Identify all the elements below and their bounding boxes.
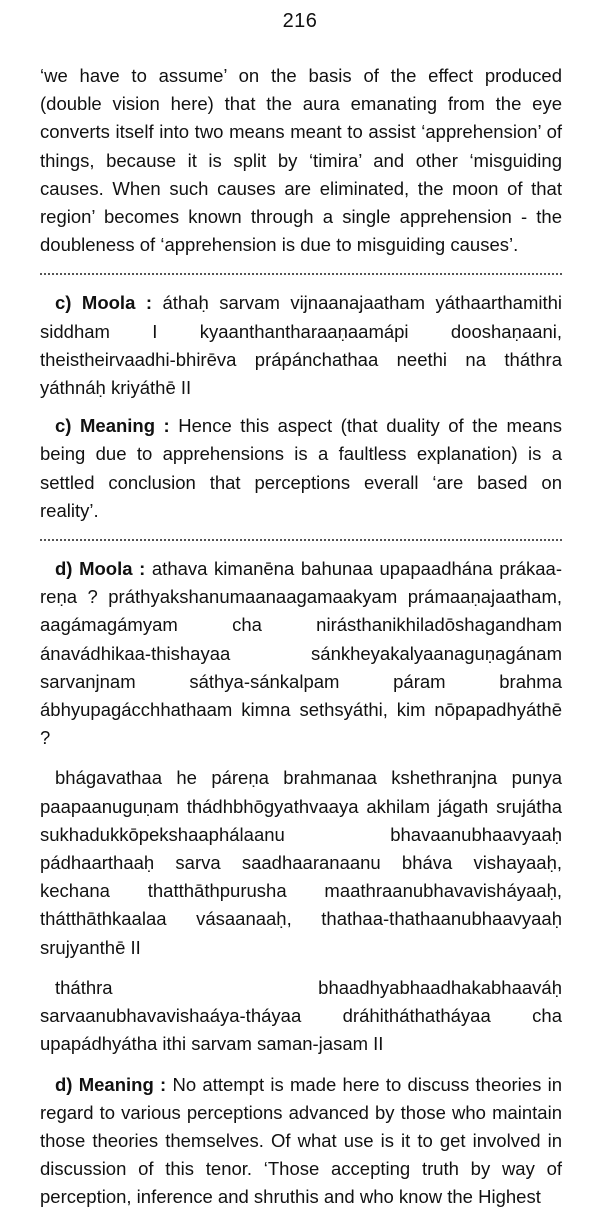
c-moola-label: c) Moola :	[55, 292, 152, 314]
spacer	[40, 402, 562, 412]
c-moola-text: áthaḥ sarvam vijnaanajaatham yáthaarthamithi siddham I kyaanthantharaaṇaamápi dooshaṇaani, theistheirvaadhi-bhirēva prápánchathaa neethi na tháthra yáthnáḥ kriyáthē II	[40, 292, 562, 399]
d-paragraph-2: bhágavathaa he páreṇa brahmanaa kshethranjna punya paapaanuguṇam thádhbhōgyathvaaya akhilam jágath srujátha sukhadukkōpekshaaphálaanu bhavaanubhaavyaaḥ pádhaarthaaḥ sarva saadhaaranaanu bháva vishayaaḥ, kechana thatthāthpurusha maathraanubhavavisháyaaḥ, thátthāthkaalaa vásaanaaḥ, thathaa-thathaanubhaavyaaḥ srujyanthē II	[40, 767, 562, 958]
d-moola-paragraph	[40, 555, 562, 752]
d-moola-text: athava kimanēna bahunaa upapaadhána prákaa-reṇa ? práthyakshanumaanaagamaakyam prámaaṇajaatham, aagámagámyam cha nirásthanikhiladōshagandham ánavádhikaa-thishayaa sánkheyakalyaanaguṇagánam sarvanjnam sáthya-sánkalpam páram brahma ábhyupagácchhathaam kimna sethsyáthi, kim nōpapadhyáthē ?	[40, 558, 563, 749]
d-paragraph-3: tháthra bhaadhyabhaadhakabhaaváḥ sarvaanubhavavishaáya-tháyaa dráhitháthatháyaa cha upapádhyátha ithi sarvam saman-jasam II	[40, 976, 562, 1055]
c-meaning-label: c) Meaning :	[55, 415, 170, 437]
page-number: 216	[282, 10, 318, 32]
spacer	[40, 752, 562, 764]
d-meaning-label: d) Meaning :	[55, 1073, 167, 1095]
dotted-divider	[40, 539, 562, 541]
d-meaning-paragraph	[40, 1071, 562, 1212]
intro-paragraph: ‘we have to assume’ on the basis of the effect produced (double vision here) that the aura emanating from the eye converts itself into two means meant to assist ‘apprehension’ of things, because it is split by ‘timira’ and other ‘misguiding causes. When such causes are eliminated, the moon of that region’ becomes known through a single apprehension - the doubleness of ‘apprehension is due to misguiding causes’.	[40, 65, 562, 256]
c-meaning-paragraph	[40, 412, 562, 525]
d-moola-label: d) Moola :	[55, 558, 146, 580]
page-body	[40, 62, 562, 1212]
c-moola-paragraph	[40, 289, 562, 402]
d-meaning-text: No attempt is made here to discuss theories in regard to various perceptions advanced by those who maintain those theories themselves. Of what use is it to get involved in discussion of this tenor. ‘Those accepting truth by way of perception, inference and shruthis and who know the Highest	[40, 1073, 563, 1208]
spacer	[40, 962, 562, 974]
spacer	[40, 1059, 562, 1071]
c-meaning-text: Hence this aspect (that duality of the means being due to apprehensions is a faultless explanation) is a settled conclusion that perceptions everall ‘are based on reality’.	[40, 415, 563, 521]
dotted-divider	[40, 273, 562, 275]
